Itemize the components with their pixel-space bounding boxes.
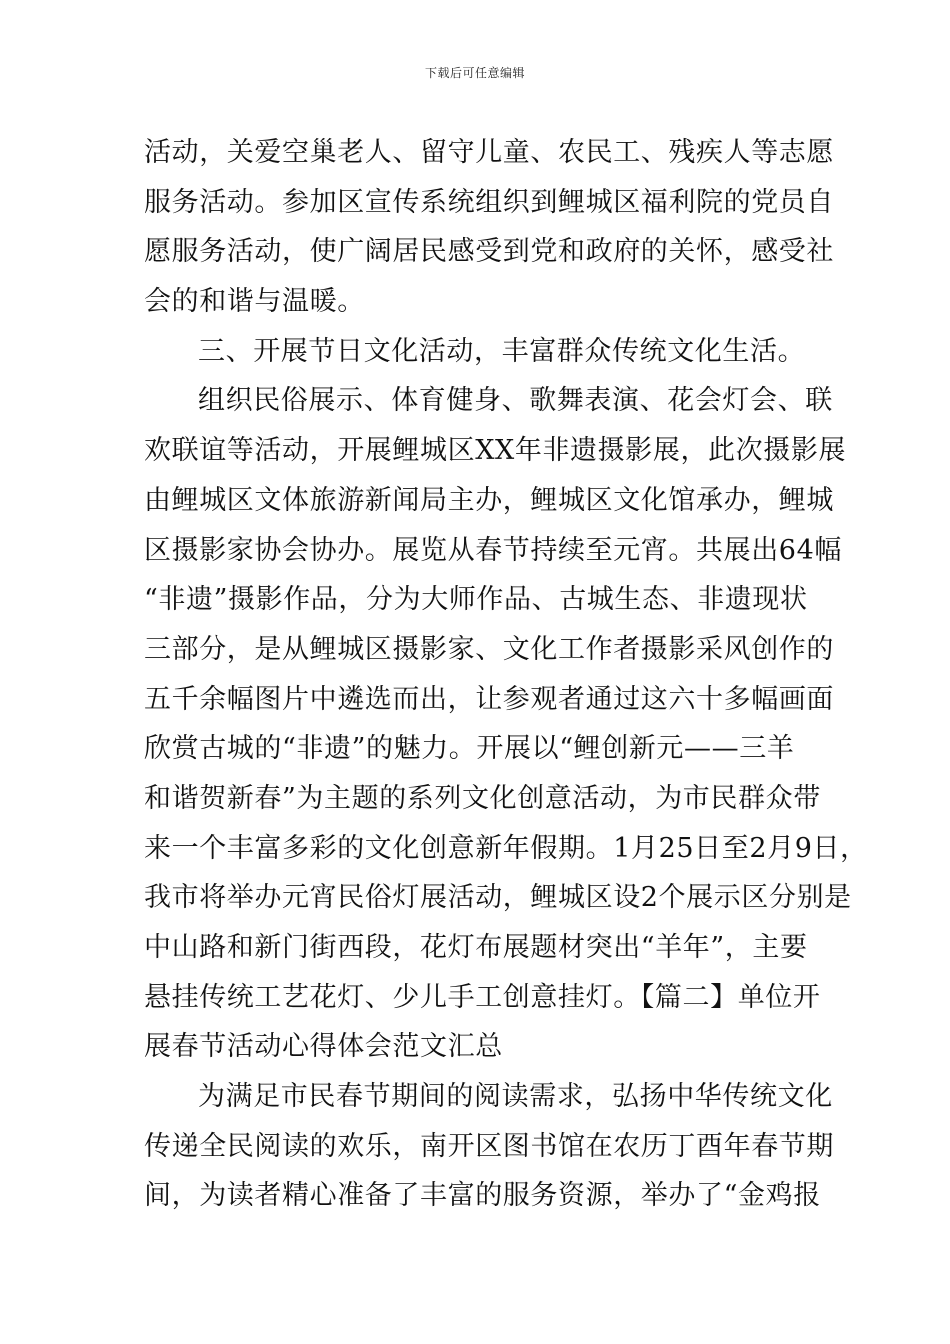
- text-line: 我市将举办元宵民俗灯展活动，鲤城区设2个展示区分别是: [144, 882, 852, 914]
- text-line: 愿服务活动，使广阔居民感受到党和政府的关怀，感受社: [144, 236, 834, 268]
- text-line: 间，为读者精心准备了丰富的服务资源，举办了“金鸡报: [144, 1180, 821, 1212]
- text-line: 悬挂传统工艺花灯、少儿手工创意挂灯。【篇二】单位开: [144, 981, 821, 1013]
- text-line: 为满足市民春节期间的阅读需求，弘扬中华传统文化: [198, 1081, 833, 1113]
- text-line: 展春节活动心得体会范文汇总: [144, 1031, 503, 1063]
- text-line: 活动，关爱空巢老人、留守儿童、农民工、残疾人等志愿: [144, 137, 834, 168]
- text-line: 服务活动。参加区宣传系统组织到鲤城区福利院的党员自: [144, 186, 834, 218]
- document-body: [144, 128, 868, 1221]
- text-line: 欢联谊等活动，开展鲤城区XX年非遗摄影展，此次摄影展: [144, 435, 847, 467]
- page-header: 下载后可任意编辑: [424, 66, 525, 80]
- text-line: 来一个丰富多彩的文化创意新年假期。1月25日至2月9日，: [144, 832, 868, 864]
- section-heading: 三、开展节日文化活动，丰富群众传统文化生活。: [198, 335, 806, 367]
- text-line: 组织民俗展示、体育健身、歌舞表演、花会灯会、联: [198, 385, 833, 417]
- text-line: 和谐贺新春”为主题的系列文化创意活动，为市民群众带: [144, 782, 821, 814]
- text-line: 五千余幅图片中遴选而出，让参观者通过这六十多幅画面: [144, 683, 834, 715]
- text-line: “非遗”摄影作品，分为大师作品、古城生态、非遗现状: [144, 584, 808, 616]
- text-line: 欣赏古城的“非遗”的魅力。开展以“鲤创新元——三羊: [144, 733, 795, 765]
- text-line: 三部分，是从鲤城区摄影家、文化工作者摄影采风创作的: [144, 633, 834, 665]
- text-line: 中山路和新门街西段，花灯布展题材突出“羊年”，主要: [144, 932, 808, 963]
- text-line: 由鲤城区文体旅游新闻局主办，鲤城区文化馆承办，鲤城: [144, 484, 834, 516]
- text-line: 区摄影家协会协办。展览从春节持续至元宵。共展出64幅: [144, 534, 842, 566]
- text-line: 传递全民阅读的欢乐，南开区图书馆在农历丁酉年春节期: [144, 1130, 834, 1162]
- text-line: 会的和谐与温暖。: [144, 286, 365, 318]
